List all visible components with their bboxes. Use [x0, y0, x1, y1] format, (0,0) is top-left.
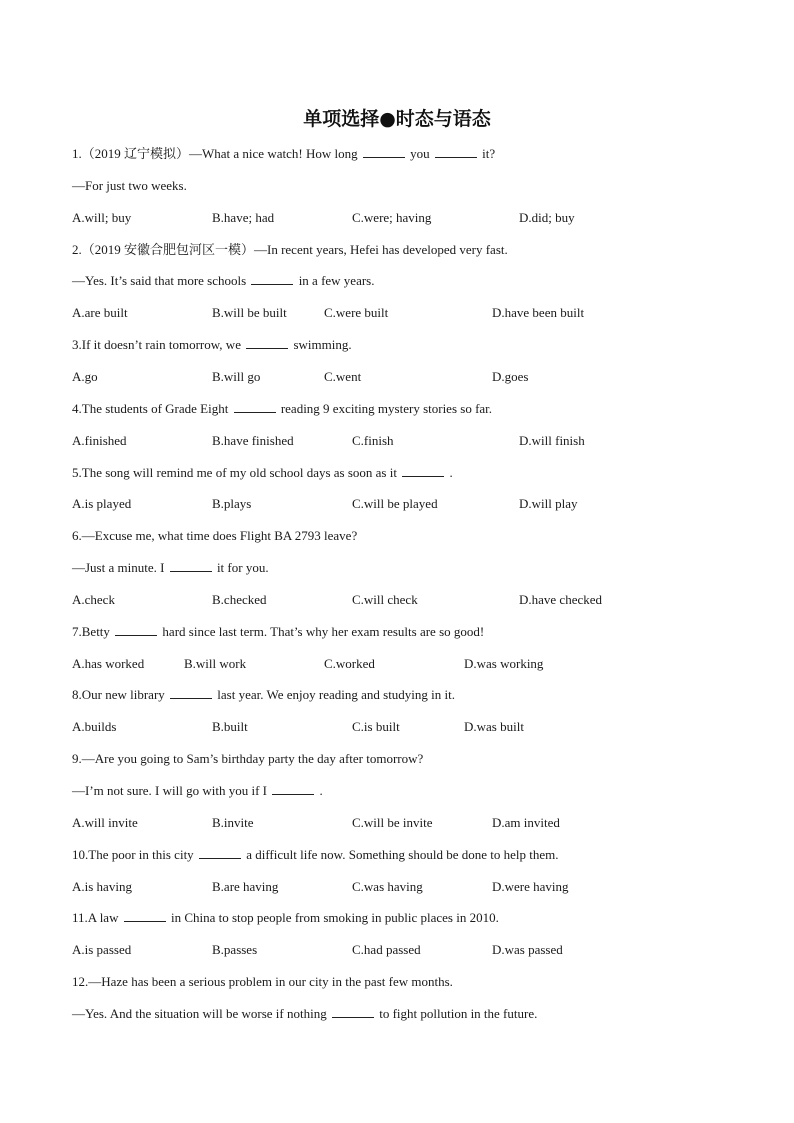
- question-text: —Yes. It’s said that more schools: [72, 273, 247, 289]
- question-line: [72, 974, 453, 990]
- option-a: A.check: [72, 591, 115, 607]
- option-b: B.will go: [212, 368, 261, 384]
- question-line: [72, 751, 423, 767]
- question-text-after: hard since last term. That’s why her exam results are so good!: [162, 623, 485, 639]
- answer-blank: [332, 1006, 374, 1018]
- option-d: D.have been built: [492, 305, 585, 321]
- question-text: 1.（2019 辽宁模拟）—What a nice watch! How long: [72, 146, 358, 161]
- option-d: D.am invited: [492, 814, 560, 830]
- option-a: A.finished: [72, 432, 127, 448]
- option-d: D.goes: [492, 368, 529, 384]
- question-line: [72, 624, 484, 640]
- option-d: D.was passed: [492, 942, 563, 958]
- answer-blank: [170, 687, 212, 699]
- question-line: [72, 465, 453, 481]
- option-c: C.had passed: [352, 942, 421, 958]
- question-text-after: in China to stop people from smoking in public places in 2010.: [170, 910, 499, 926]
- question-line: [72, 910, 499, 926]
- question-text: 7.Betty: [72, 623, 110, 639]
- answer-blank: [272, 783, 314, 795]
- question-line: [72, 528, 357, 544]
- question-text: 2.（2019 安徽合肥包河区一模）—In recent years, Hefei has developed very fast.: [72, 241, 508, 257]
- option-d: D.was working: [464, 655, 544, 671]
- question-line: [72, 146, 495, 162]
- question-text: —Just a minute. I: [72, 560, 165, 576]
- question-text-after: reading 9 exciting mystery stories so far.: [280, 400, 493, 416]
- answer-blank: [115, 624, 157, 636]
- question-text-after: it?: [482, 146, 496, 161]
- answer-blank: [124, 910, 166, 922]
- option-a: A.is passed: [72, 942, 132, 958]
- option-c: C.were built: [324, 305, 389, 321]
- question-line: [72, 401, 492, 417]
- answer-blank: [402, 465, 444, 477]
- question-line: [72, 783, 323, 799]
- option-b: B.built: [212, 719, 248, 735]
- option-d: D.did; buy: [519, 209, 575, 225]
- question-text-after: a difficult life now. Something should be done to help them.: [246, 846, 559, 862]
- question-text: 3.If it doesn’t rain tomorrow, we: [72, 337, 241, 353]
- question-text-after: swimming.: [293, 337, 352, 353]
- option-a: A.are built: [72, 305, 128, 321]
- question-line: [72, 1006, 537, 1022]
- question-text: 5.The song will remind me of my old school days as soon as it: [72, 464, 397, 480]
- option-d: D.will play: [519, 496, 578, 512]
- option-b: B.checked: [212, 591, 267, 607]
- option-a: A.builds: [72, 719, 117, 735]
- option-b: B.have finished: [212, 432, 294, 448]
- answer-blank: [234, 401, 276, 413]
- option-c: C.will check: [352, 591, 418, 607]
- option-d: D.have checked: [519, 591, 603, 607]
- question-text-after: .: [319, 783, 323, 798]
- option-d: D.was built: [464, 719, 524, 735]
- option-b: B.will be built: [212, 305, 287, 321]
- question-text: 6.—Excuse me, what time does Flight BA 2793 leave?: [72, 528, 358, 544]
- option-a: A.will invite: [72, 814, 138, 830]
- option-a: A.is played: [72, 496, 132, 512]
- option-d: D.were having: [492, 878, 569, 894]
- question-text: —For just two weeks.: [72, 177, 187, 193]
- question-text-after: to fight pollution in the future.: [379, 1005, 538, 1021]
- option-c: C.was having: [352, 878, 423, 894]
- option-c: C.went: [324, 368, 362, 384]
- option-c: C.will be played: [352, 496, 438, 512]
- question-line: [72, 847, 559, 863]
- question-text: 11.A law: [72, 910, 119, 926]
- page-title: 单项选择●时态与语态: [303, 108, 491, 130]
- question-text: 12.—Haze has been a serious problem in our city in the past few months.: [72, 974, 453, 990]
- answer-blank: [251, 273, 293, 285]
- option-a: A.go: [72, 368, 98, 384]
- question-text-after: it for you.: [216, 560, 269, 576]
- answer-blank: [170, 560, 212, 572]
- question-text: —Yes. And the situation will be worse if nothing: [72, 1005, 327, 1021]
- option-b: B.invite: [212, 814, 254, 830]
- question-text-after: you: [410, 146, 430, 161]
- question-text: 8.Our new library: [72, 687, 165, 703]
- option-b: B.passes: [212, 942, 258, 958]
- option-c: C.worked: [324, 655, 375, 671]
- option-a: A.will; buy: [72, 209, 132, 225]
- question-line: [72, 242, 508, 258]
- question-text-after: .: [449, 464, 453, 480]
- question-line: [72, 687, 455, 703]
- option-c: C.is built: [352, 719, 400, 735]
- answer-blank: [435, 146, 477, 158]
- option-c: C.will be invite: [352, 814, 433, 830]
- option-b: B.have; had: [212, 209, 275, 225]
- option-a: A.is having: [72, 878, 132, 894]
- option-c: C.were; having: [352, 209, 432, 225]
- question-line: [72, 178, 187, 194]
- option-a: A.has worked: [72, 655, 145, 671]
- question-line: [72, 337, 352, 353]
- answer-blank: [246, 337, 288, 349]
- question-line: [72, 560, 269, 576]
- option-b: B.will work: [184, 655, 247, 671]
- question-text-after: in a few years.: [298, 273, 375, 289]
- question-text: 4.The students of Grade Eight: [72, 400, 229, 416]
- answer-blank: [363, 146, 405, 158]
- option-b: B.are having: [212, 878, 279, 894]
- answer-blank: [199, 847, 241, 859]
- question-text: 9.—Are you going to Sam’s birthday party the day after tomorrow?: [72, 751, 424, 767]
- option-d: D.will finish: [519, 432, 585, 448]
- question-text: —I’m not sure. I will go with you if I: [72, 783, 267, 798]
- question-line: [72, 273, 375, 289]
- option-c: C.finish: [352, 432, 394, 448]
- question-text-after: last year. We enjoy reading and studying in it.: [217, 687, 456, 703]
- question-text: 10.The poor in this city: [72, 846, 194, 862]
- option-b: B.plays: [212, 496, 252, 512]
